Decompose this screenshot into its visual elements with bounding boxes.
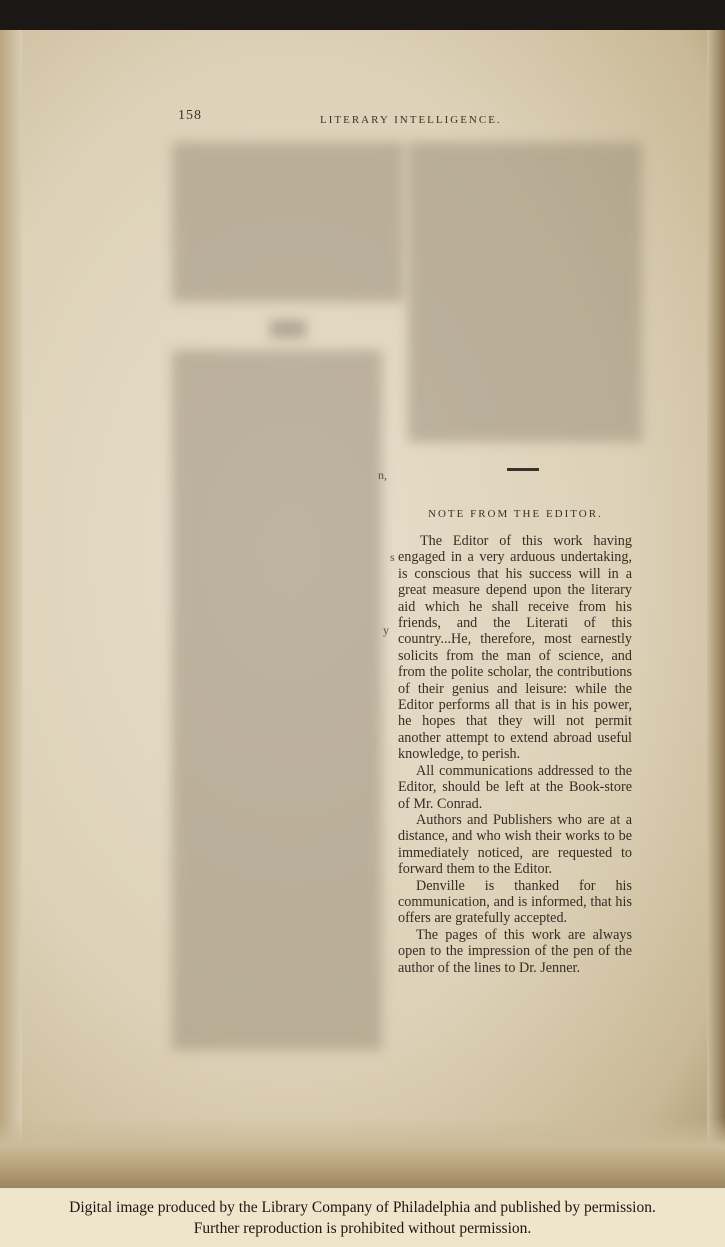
running-head: LITERARY INTELLIGENCE. [320, 114, 502, 126]
note-paragraph: The Editor of this work having engaged in a very arduous undertaking, is conscious that his success will in a great measure depend upon the literary aid which he shall receive from his friends, and the Literati of this country...He, therefore, most earnestly solicits from the man of science, and from the polite scholar, the contributions of their genius and leisure: while the Editor performs all that is in his power, he hopes that they will not permit another attempt to extend abroad useful knowledge, to perish. [398, 533, 632, 763]
note-paragraph: Denville is thanked for his communication, and is informed, that his offers are gratefully accepted. [398, 877, 632, 927]
margin-mark: n, [378, 468, 387, 482]
caption-line-2: Further reproduction is prohibited without permission. [193, 1220, 532, 1237]
caption-line-1: Digital image produced by the Library Company of Philadelphia and published by permission. [69, 1199, 656, 1216]
note-paragraph: All communications addressed to the Editor, should be left at the Book-store of Mr. Conrad. [398, 762, 632, 812]
blurred-text-right-top [408, 142, 642, 442]
note-title: NOTE FROM THE EDITOR. [428, 508, 603, 520]
section-rule [507, 468, 539, 471]
page-number: 158 [178, 108, 202, 123]
blurred-text-left-column [172, 350, 382, 1050]
book-page [0, 30, 725, 1188]
page-right-edge [707, 30, 725, 1188]
margin-mark: y [383, 623, 389, 637]
note-paragraph: The pages of this work are always open to the impression of the pen of the author of the lines to Dr. Jenner. [398, 926, 632, 976]
margin-mark: s [390, 550, 395, 564]
blurred-heading-block [270, 320, 306, 338]
blurred-text-left-top [172, 142, 404, 302]
note-paragraph: Authors and Publishers who are at a distance, and who wish their works to be immediately noticed, are requested to forward them to the Editor. [398, 811, 632, 878]
permission-caption [0, 1188, 725, 1247]
page-bottom-edge [0, 1118, 725, 1188]
page-left-edge [0, 30, 22, 1188]
note-body [398, 533, 632, 976]
